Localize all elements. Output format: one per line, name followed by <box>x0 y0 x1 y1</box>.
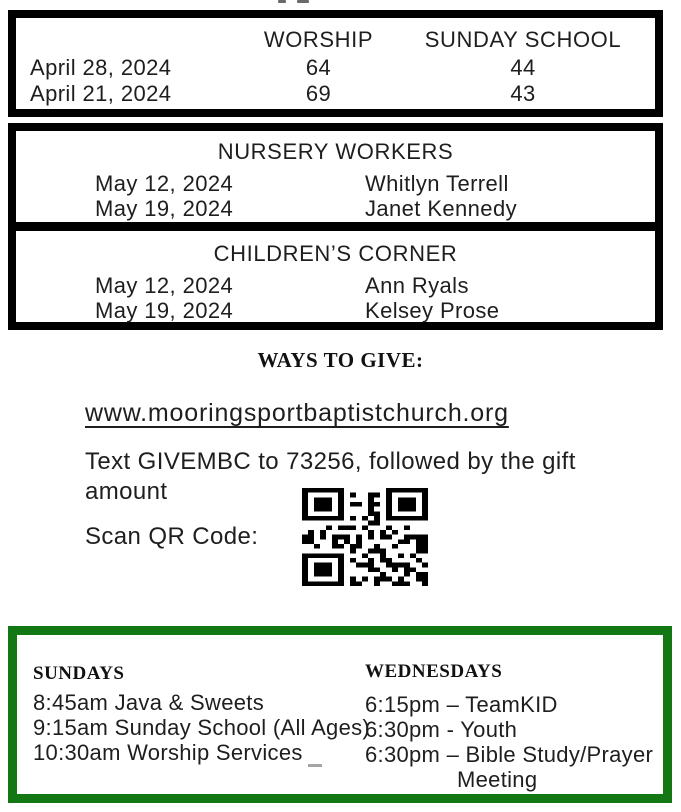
sunday-school-count: 43 <box>510 81 536 106</box>
list-item: 9:15am Sunday School (All Ages) <box>33 715 371 740</box>
table-row <box>16 171 655 196</box>
scan-qr-label: Scan QR Code: <box>85 523 259 550</box>
table-row <box>16 55 655 81</box>
nursery-workers-section <box>16 131 655 221</box>
sunday-school-count: 44 <box>510 55 536 80</box>
table-row <box>16 298 655 323</box>
list-item: 6:15pm – TeamKID <box>365 692 558 717</box>
list-item: 10:30am Worship Services <box>33 740 303 765</box>
qr-code <box>302 488 428 586</box>
sundays-schedule <box>33 663 370 765</box>
nursery-date: May 12, 2024 <box>95 171 234 196</box>
nursery-worker-name: Janet Kennedy <box>365 196 517 221</box>
attendance-date: April 28, 2024 <box>30 55 172 80</box>
childrens-corner-section <box>16 231 655 323</box>
church-website-link[interactable]: www.mooringsportbaptistchurch.org <box>85 399 509 427</box>
list-item: 6:30pm - Youth <box>365 717 518 742</box>
table-row <box>16 196 655 221</box>
section-divider <box>16 222 655 231</box>
childrens-corner-date: May 19, 2024 <box>95 298 234 323</box>
attendance-header-row <box>16 25 655 55</box>
table-row <box>16 81 655 107</box>
childrens-corner-title: CHILDREN’S CORNER <box>213 241 458 266</box>
nursery-worker-name: Whitlyn Terrell <box>365 171 509 196</box>
worship-count: 64 <box>305 55 332 80</box>
clipped-text-fragment <box>297 0 309 3</box>
sunday-school-column-header: SUNDAY SCHOOL <box>424 27 622 52</box>
nursery-workers-title: NURSERY WORKERS <box>217 139 454 164</box>
worship-count: 69 <box>305 81 332 106</box>
workers-box <box>8 123 663 330</box>
ways-to-give-heading: WAYS TO GIVE: <box>257 348 424 372</box>
attendance-date: April 21, 2024 <box>30 81 172 106</box>
childrens-corner-date: May 12, 2024 <box>95 273 234 298</box>
nursery-date: May 19, 2024 <box>95 196 234 221</box>
childrens-corner-name: Kelsey Prose <box>365 298 500 323</box>
list-item: 6:30pm – Bible Study/Prayer <box>365 742 654 767</box>
text-to-give-instruction: Text GIVEMBC to 73256, followed by the gift amount <box>85 448 576 505</box>
list-item: Meeting <box>457 767 538 792</box>
list-item: 8:45am Java & Sweets <box>33 690 265 715</box>
sundays-title: SUNDAYS <box>33 663 125 684</box>
wednesdays-schedule <box>365 661 653 792</box>
stray-dash-mark <box>308 764 322 767</box>
clipped-text-fragment <box>278 0 286 3</box>
childrens-corner-name: Ann Ryals <box>365 273 469 298</box>
wednesdays-title: WEDNESDAYS <box>365 661 503 682</box>
table-row <box>16 273 655 298</box>
attendance-table <box>8 10 663 117</box>
weekly-schedule-box <box>8 626 672 803</box>
worship-column-header: WORSHIP <box>263 27 374 52</box>
